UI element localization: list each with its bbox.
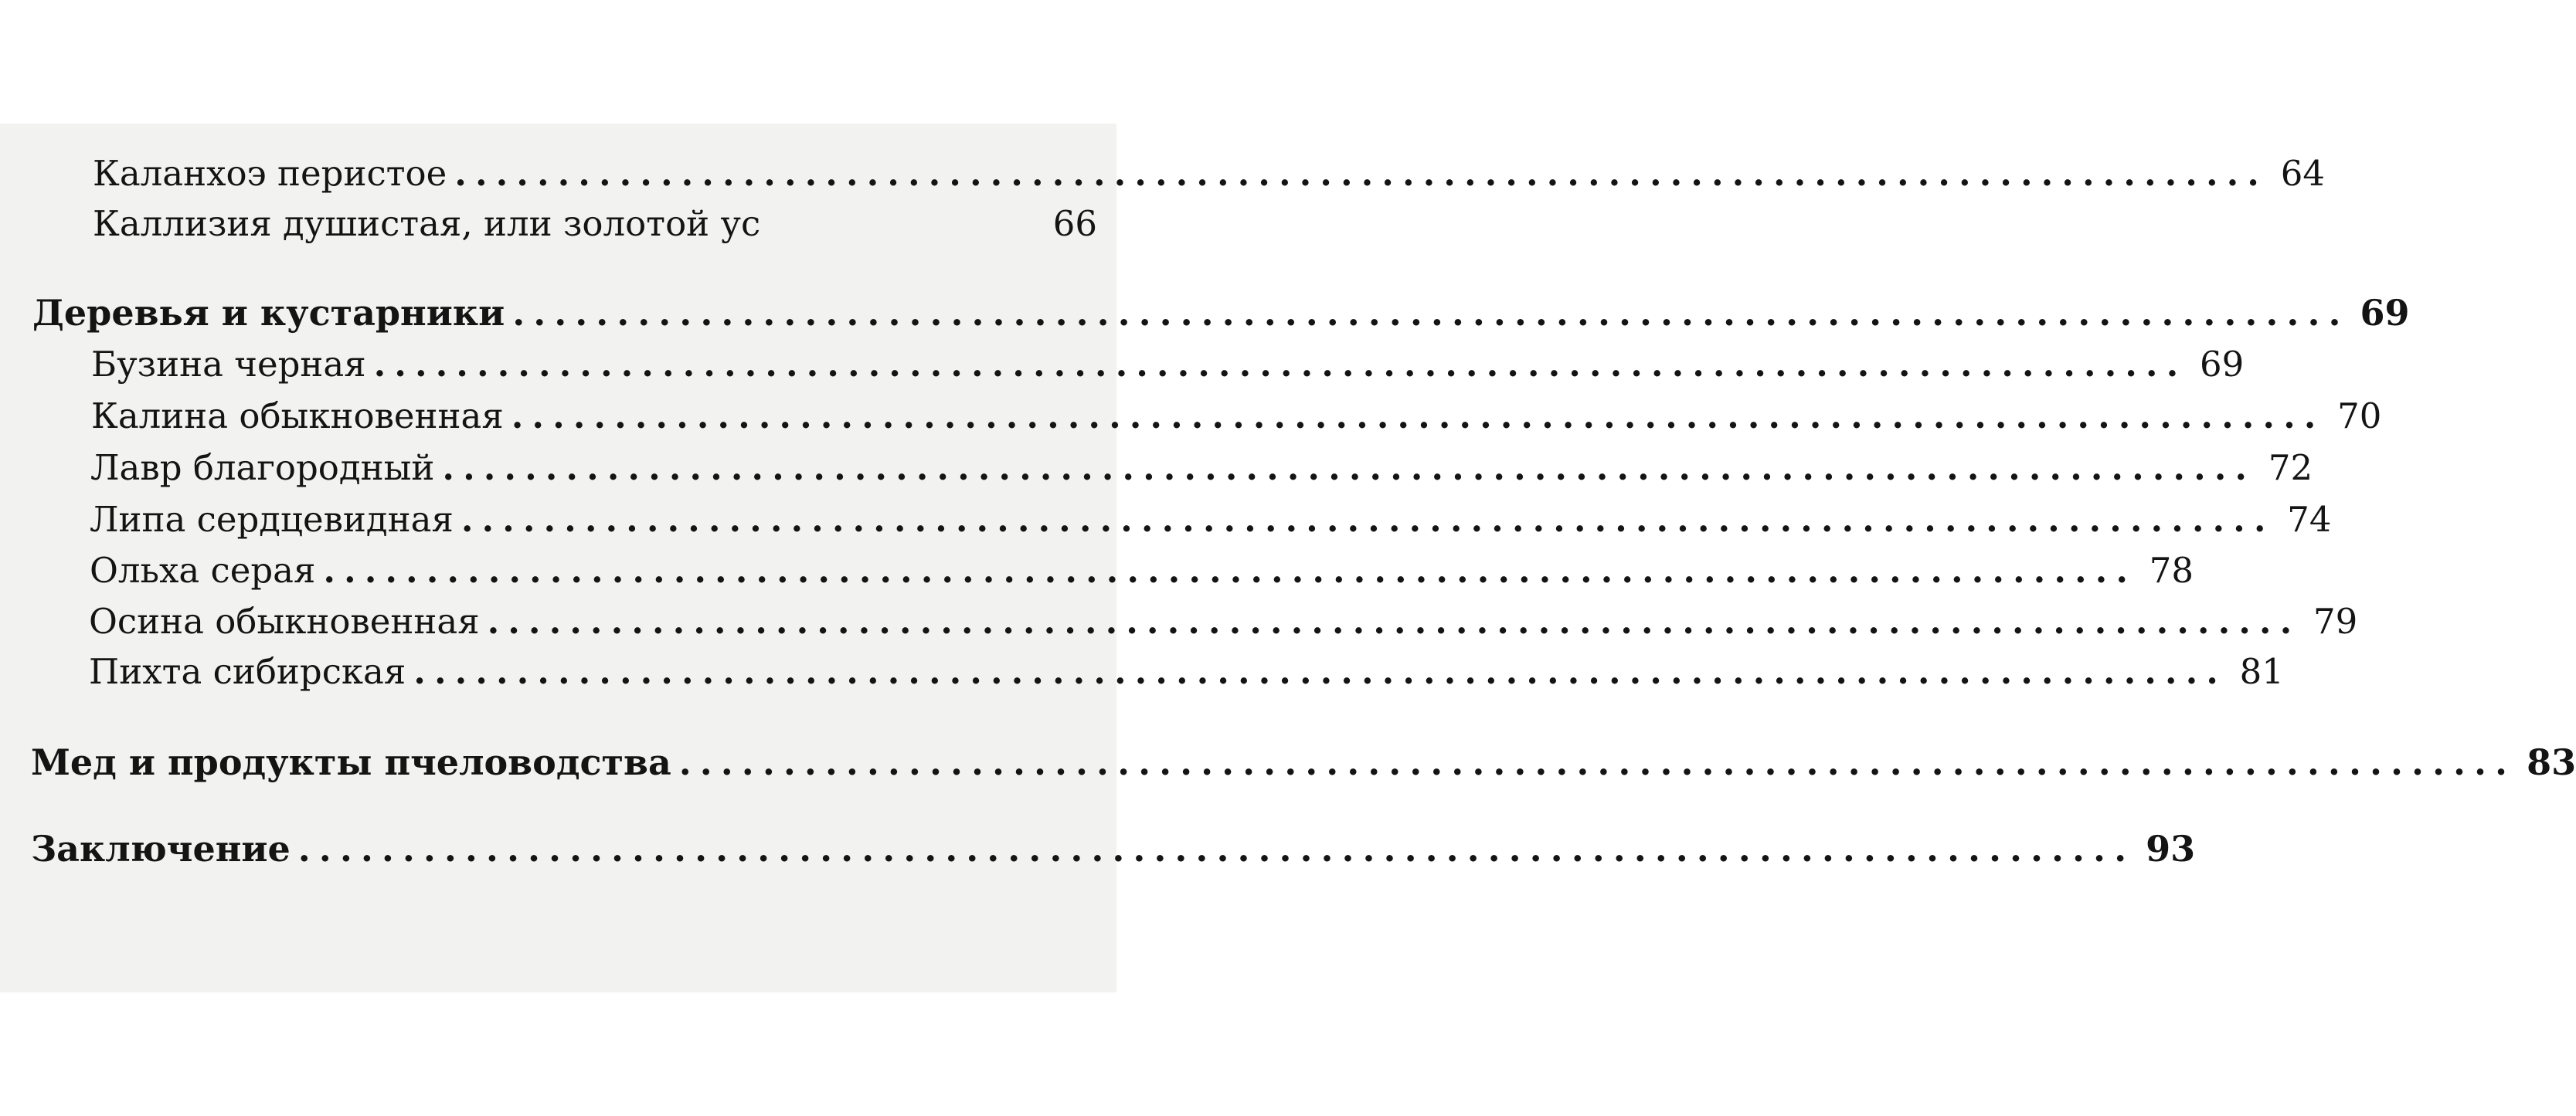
toc-entry-title: Каланхоэ перистое <box>93 153 447 194</box>
toc-entry-title: Осина обыкновенная <box>89 601 480 642</box>
toc-section-title: Деревья и кустарники <box>32 292 505 334</box>
toc-section-page: 69 <box>2360 292 2410 334</box>
toc-section <box>31 741 2576 795</box>
toc-entry <box>90 499 2332 553</box>
toc-entry-title: Ольха серая <box>90 550 316 591</box>
dot-leader: ........................................................................................ <box>297 828 2136 870</box>
toc-entry-page: 72 <box>2268 447 2313 488</box>
toc-section-page: 83 <box>2527 741 2576 783</box>
toc-entry-title: Каллизия душистая, или золотой ус <box>93 203 761 244</box>
toc-entry-page: 74 <box>2287 499 2332 540</box>
toc-section-page: 93 <box>2146 828 2196 870</box>
dot-leader: ........................................................................................ <box>413 651 2227 692</box>
toc-entry-page: 64 <box>2280 153 2325 194</box>
toc-entry-title: Липа сердцевидная <box>90 499 454 540</box>
toc-entry-title: Пихта сибирская <box>89 651 406 692</box>
toc-entry <box>90 447 2313 501</box>
toc-entry-page: 69 <box>2200 344 2245 385</box>
dot-leader: ........................................................................................ <box>373 344 2187 385</box>
toc-entry <box>93 203 1097 257</box>
toc-entry <box>89 601 2358 655</box>
dot-leader: ........................................................................................ <box>512 292 2350 334</box>
dot-leader: ........................................................................................ <box>460 499 2275 540</box>
toc-entry-page: 79 <box>2313 601 2358 642</box>
dot-leader: ........................................................................................ <box>323 550 2137 591</box>
dot-leader: ........................................................................................ <box>678 741 2517 783</box>
toc-entry <box>93 153 2325 207</box>
toc-entry <box>91 395 2382 449</box>
toc-entry-title: Бузина черная <box>91 344 366 385</box>
toc-section-title: Мед и продукты пчеловодства <box>31 741 671 783</box>
dot-leader: ........................................................................................ <box>511 395 2325 436</box>
toc-entry <box>90 550 2194 604</box>
toc-entry-page: 70 <box>2337 395 2382 436</box>
toc-section-title: Заключение <box>31 828 291 870</box>
book-page <box>0 124 2576 992</box>
toc-entry-page: 78 <box>2149 550 2194 591</box>
dot-leader: ........................................................................................ <box>454 153 2268 194</box>
toc-section <box>32 292 2410 346</box>
toc-entry <box>89 651 2284 705</box>
toc-entry <box>91 344 2245 398</box>
toc-entry-title: Калина обыкновенная <box>91 395 504 436</box>
toc-section <box>31 828 2196 882</box>
toc-entry-page: 81 <box>2239 651 2284 692</box>
dot-leader: ........................................................................................ <box>487 601 2301 642</box>
toc-entry-title: Лавр благородный <box>90 447 435 488</box>
dot-leader: ........................................................................................ <box>442 447 2256 488</box>
toc-entry-page: 66 <box>1052 203 1097 244</box>
